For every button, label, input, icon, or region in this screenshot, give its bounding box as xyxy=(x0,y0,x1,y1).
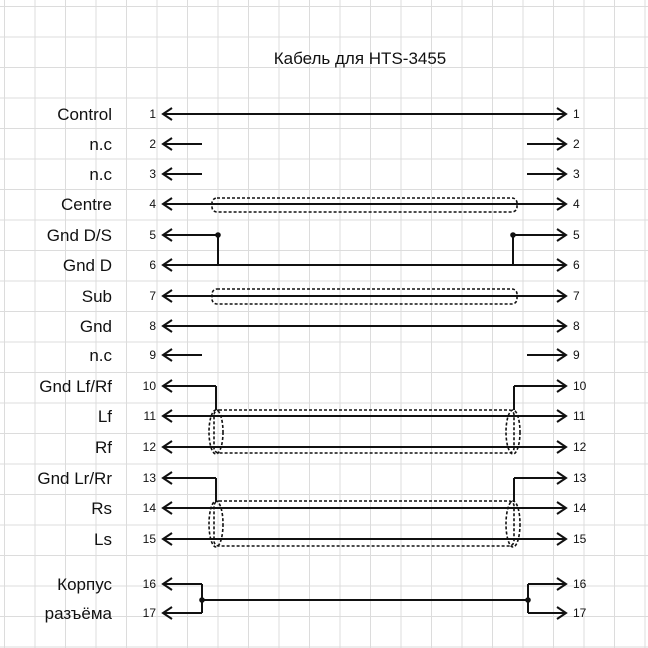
left-pin-number: 2 xyxy=(149,137,156,151)
signal-label: Centre xyxy=(60,195,112,214)
right-pin-number: 14 xyxy=(573,501,587,515)
right-pin-number: 1 xyxy=(573,107,580,121)
signal-label: Корпус xyxy=(57,575,112,594)
pin-numbers xyxy=(143,107,587,620)
right-pin-number: 17 xyxy=(573,606,587,620)
signal-label: n.c xyxy=(89,346,112,365)
signal-labels xyxy=(37,105,112,623)
left-pin-number: 15 xyxy=(142,532,156,546)
left-pin-number: 11 xyxy=(143,409,156,423)
signal-label: Ls xyxy=(94,530,112,549)
right-pin-number: 12 xyxy=(573,440,587,454)
signal-label: разъёма xyxy=(44,604,112,623)
right-pin-number: 9 xyxy=(573,348,580,362)
wires xyxy=(163,108,566,619)
left-pin-number: 9 xyxy=(149,348,156,362)
signal-label: Rf xyxy=(95,438,112,457)
signal-label: Gnd Lr/Rr xyxy=(37,469,112,488)
signal-label: Gnd Lf/Rf xyxy=(39,377,112,396)
left-pin-number: 5 xyxy=(149,228,156,242)
signal-label: Rs xyxy=(91,499,112,518)
junction-dot xyxy=(525,597,531,603)
right-pin-number: 16 xyxy=(573,577,587,591)
left-pin-number: 6 xyxy=(149,258,156,272)
left-pin-number: 16 xyxy=(142,577,156,591)
signal-label: Gnd D xyxy=(62,256,112,275)
right-pin-number: 15 xyxy=(573,532,587,546)
left-pin-number: 10 xyxy=(142,379,156,393)
right-pin-number: 10 xyxy=(573,379,587,393)
right-pin-number: 13 xyxy=(573,471,587,485)
junction-dot xyxy=(199,597,205,603)
signal-label: n.c xyxy=(89,165,112,184)
left-pin-number: 12 xyxy=(142,440,156,454)
left-pin-number: 13 xyxy=(142,471,156,485)
signal-label: Gnd xyxy=(79,317,112,336)
right-pin-number: 3 xyxy=(573,167,580,181)
left-pin-number: 1 xyxy=(149,107,156,121)
right-pin-number: 4 xyxy=(573,197,580,211)
right-pin-number: 8 xyxy=(573,319,580,333)
right-pin-number: 6 xyxy=(573,258,580,272)
left-pin-number: 4 xyxy=(149,197,156,211)
signal-label: Sub xyxy=(81,287,112,306)
left-pin-number: 8 xyxy=(149,319,156,333)
junction-dot xyxy=(215,232,221,238)
signal-label: Gnd D/S xyxy=(46,226,112,245)
left-pin-number: 17 xyxy=(142,606,156,620)
right-pin-number: 2 xyxy=(573,137,580,151)
shields xyxy=(209,198,520,547)
right-pin-number: 11 xyxy=(573,409,586,423)
left-pin-number: 3 xyxy=(149,167,156,181)
diagram-title: Кабель для HTS-3455 xyxy=(273,49,447,68)
junction-dot xyxy=(510,232,516,238)
left-pin-number: 7 xyxy=(149,289,156,303)
left-pin-number: 14 xyxy=(142,501,156,515)
right-pin-number: 7 xyxy=(573,289,580,303)
signal-label: n.c xyxy=(89,135,112,154)
signal-label: Control xyxy=(57,105,112,124)
right-pin-number: 5 xyxy=(573,228,580,242)
signal-label: Lf xyxy=(97,407,112,426)
